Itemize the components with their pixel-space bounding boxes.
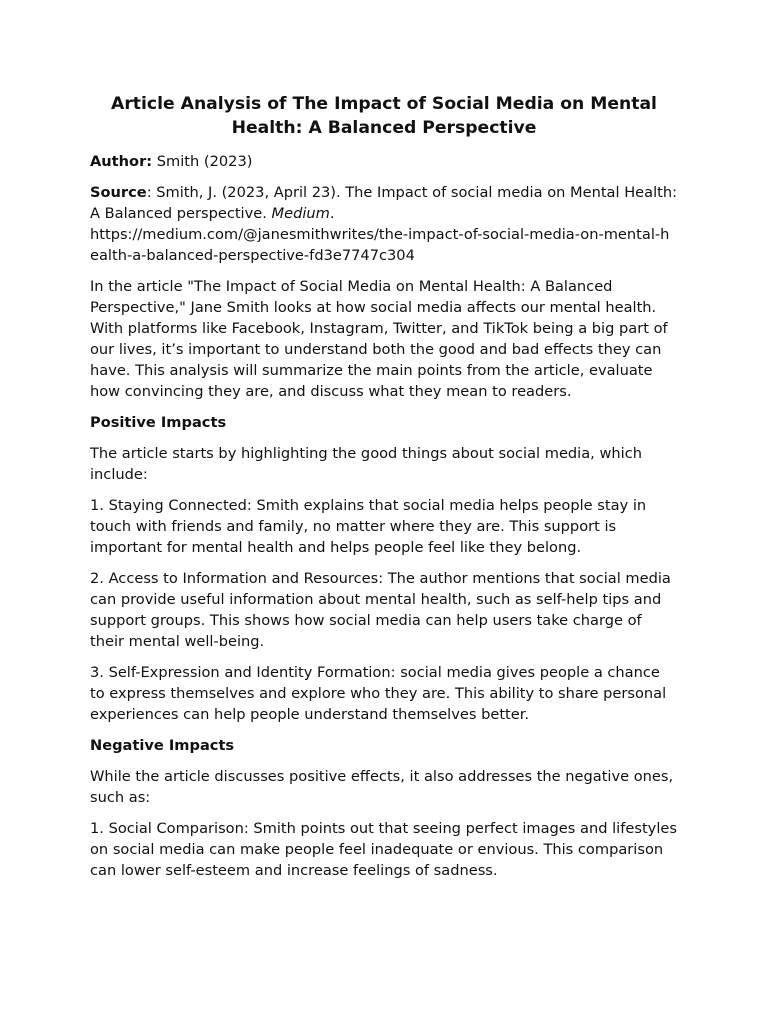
positive-impact-item: 1. Staying Connected: Smith explains that social media helps people stay in touch with friends and family, no matter where they are. This support is important for mental health and helps people feel like they belong. (90, 497, 647, 556)
author-label: Author: (90, 153, 153, 170)
positive-impacts-heading: Positive Impacts (90, 414, 227, 431)
source-url[interactable]: https://medium.com/@janesmithwrites/the-impact-of-social-media-on-mental-health-a-balanced-perspective-fd3e7747c304 (90, 226, 670, 264)
document-page (90, 92, 678, 891)
negative-impacts-heading: Negative Impacts (90, 737, 235, 754)
positive-impacts-intro: The article starts by highlighting the good things about social media, which include: (90, 445, 642, 483)
positive-impact-item: 3. Self-Expression and Identity Formation: social media gives people a chance to express themselves and explore who they are. This ability to share personal experiences can help people understand themselves better. (90, 664, 667, 723)
author-line (90, 151, 678, 172)
author-value: Smith (2023) (152, 153, 253, 170)
negative-impacts-intro: While the article discusses positive effects, it also addresses the negative ones, such as: (90, 768, 674, 806)
source-citation (90, 182, 678, 266)
intro-paragraph: In the article "The Impact of Social Media on Mental Health: A Balanced Perspective," Jane Smith looks at how social media affects our mental health. With platforms like Facebook, Instagram, Twitter, and TikTok being a big part of our lives, it’s important to understand both the good and bad effects they can have. This analysis will summarize the main points from the article, evaluate how convincing they are, and discuss what they mean to readers. (90, 278, 668, 400)
source-text: : Smith, J. (2023, April 23). The Impact of social media on Mental Health: A Balanced perspective. (90, 184, 678, 222)
source-publication: Medium (271, 205, 330, 222)
positive-impact-item: 2. Access to Information and Resources: The author mentions that social media can provide useful information about mental health, such as self-help tips and support groups. This shows how social media can help users take charge of their mental well-being. (90, 570, 671, 650)
negative-impact-item: 1. Social Comparison: Smith points out that seeing perfect images and lifestyles on social media can make people feel inadequate or envious. This comparison can lower self-esteem and increase feelings of sadness. (90, 820, 677, 879)
source-period: . (329, 205, 335, 222)
document-title: Article Analysis of The Impact of Social Media on Mental Health: A Balanced Perspective (111, 94, 657, 138)
source-label: Source (90, 184, 147, 201)
